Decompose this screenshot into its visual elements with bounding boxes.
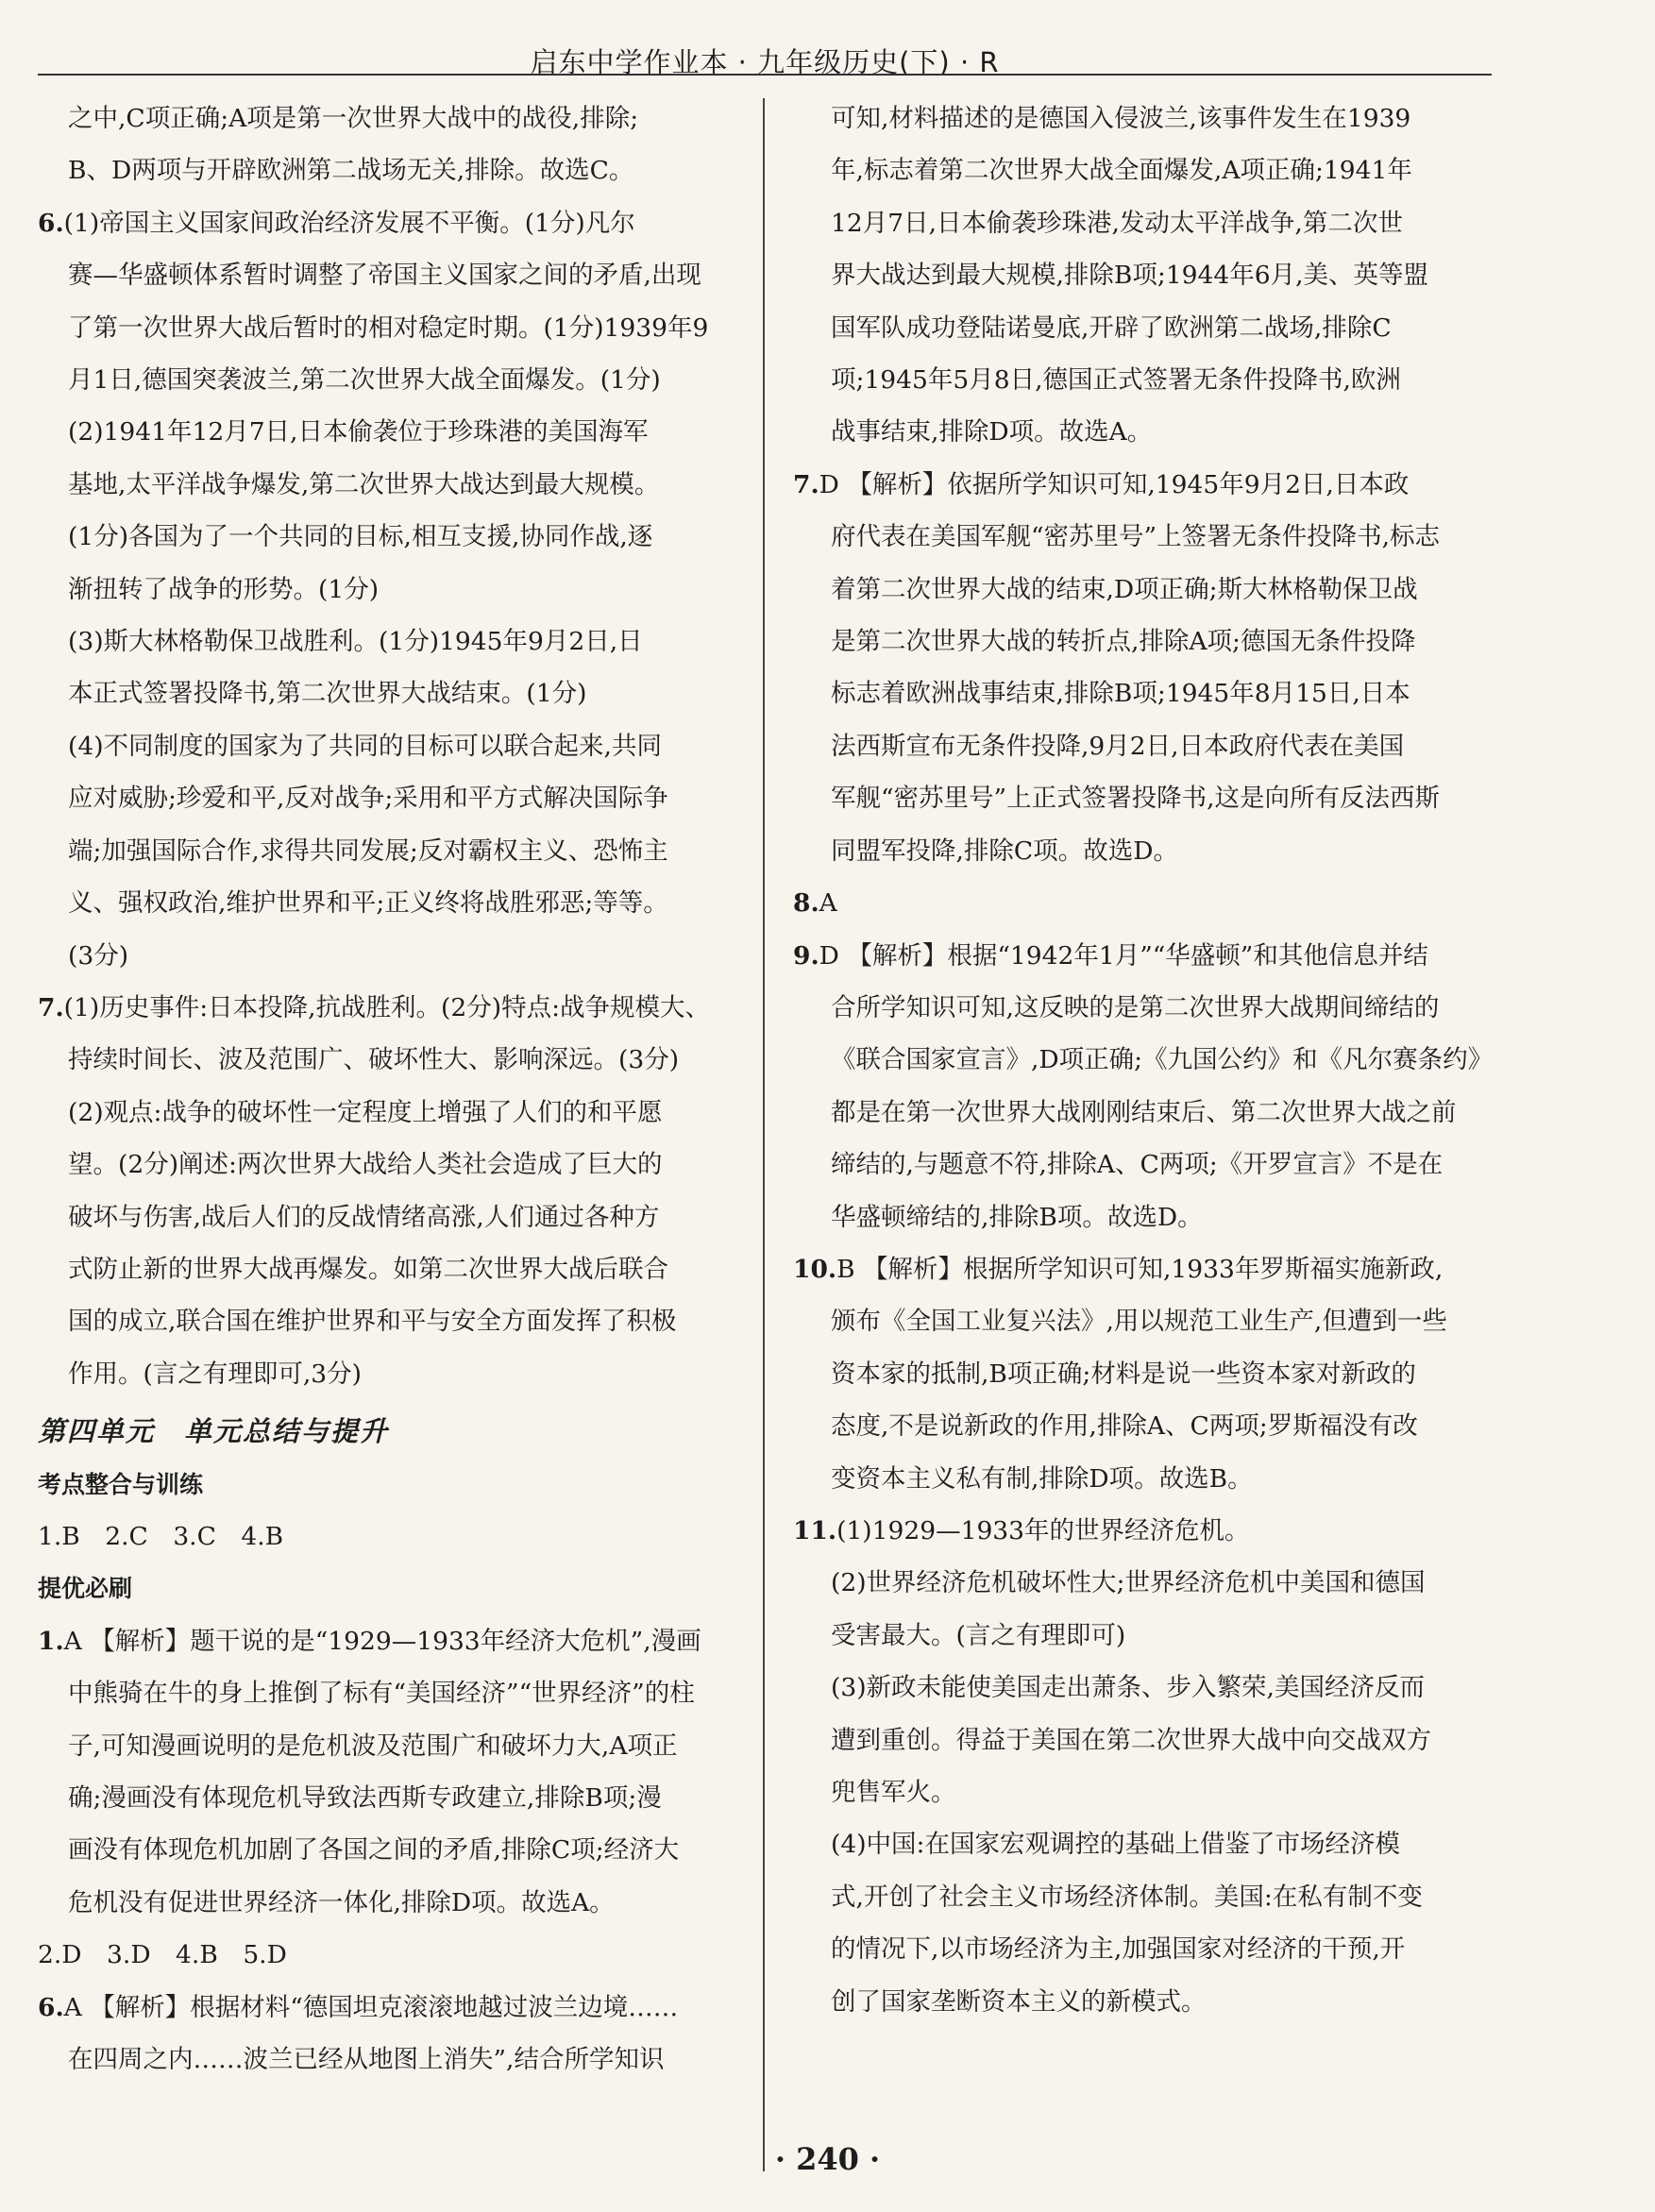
text-line — [793, 1714, 1494, 1766]
text-line — [38, 1191, 738, 1243]
line-text: (4)中国:在国家宏观调控的基础上借鉴了市场经济模 — [831, 1830, 1400, 1860]
text-line — [793, 1348, 1494, 1400]
question-number: 1. — [38, 1626, 64, 1656]
text-line — [793, 877, 1494, 929]
column-divider — [763, 98, 765, 2171]
line-text: 年,标志着第二次世界大战全面爆发,A项正确;1941年 — [831, 156, 1412, 186]
question-number: 11. — [793, 1515, 837, 1545]
line-text: 可知,材料描述的是德国入侵波兰,该事件发生在1939 — [831, 104, 1411, 133]
text-line — [793, 825, 1494, 877]
question-number: 9. — [793, 940, 819, 971]
subsection-heading — [38, 1562, 738, 1614]
line-text: 创了国家垄断资本主义的新模式。 — [831, 1986, 1207, 2017]
text-line — [793, 197, 1494, 249]
line-text: A — [819, 888, 837, 919]
line-text: A 【解析】题干说的是“1929—1933年经济大危机”,漫画 — [63, 1626, 701, 1656]
text-line — [793, 1295, 1494, 1347]
line-text: 国军队成功登陆诺曼底,开辟了欧洲第二战场,排除C — [831, 312, 1392, 343]
question-number: 6. — [38, 1992, 64, 2022]
line-text: 望。(2分)阐述:两次世界大战给人类社会造成了巨大的 — [68, 1150, 663, 1180]
line-text: 华盛顿缔结的,排除B项。故选D。 — [831, 1202, 1203, 1232]
line-text: 变资本主义私有制,排除D项。故选B。 — [831, 1463, 1253, 1494]
line-text: 渐扭转了战争的形势。(1分) — [68, 574, 380, 604]
text-line — [38, 1720, 738, 1772]
text-line — [793, 1191, 1494, 1243]
line-text: 12月7日,日本偷袭珍珠港,发动太平洋战争,第二次世 — [831, 208, 1403, 238]
text-line — [793, 1662, 1494, 1714]
line-text: 1.B 2.C 3.C 4.B — [38, 1521, 284, 1551]
line-text: 军舰“密苏里号”上正式签署投降书,这是向所有反法西斯 — [831, 784, 1441, 814]
text-line — [793, 511, 1494, 563]
line-text: (3)斯大林格勒保卫战胜利。(1分)1945年9月2日,日 — [68, 627, 643, 657]
text-line — [793, 982, 1494, 1034]
line-text: 画没有体现危机加剧了各国之间的矛盾,排除C项;经济大 — [68, 1835, 680, 1866]
text-line — [38, 144, 738, 196]
question-number: 7. — [38, 992, 64, 1022]
line-text: (1)帝国主义国家间政治经济发展不平衡。(1分)凡尔 — [63, 208, 635, 238]
page-number: · 240 · — [774, 2141, 881, 2177]
text-line — [793, 459, 1494, 511]
line-text: 2.D 3.D 4.B 5.D — [38, 1940, 287, 1970]
line-text: 之中,C项正确;A项是第一次世界大战中的战役,排除; — [68, 104, 639, 133]
line-text: 受害最大。(言之有理即可) — [831, 1620, 1126, 1650]
subsection-heading — [38, 1459, 738, 1511]
line-text: 月1日,德国突袭波兰,第二次世界大战全面爆发。(1分) — [68, 365, 661, 396]
question-number: 6. — [38, 208, 64, 238]
text-line — [38, 1877, 738, 1929]
text-line — [38, 1511, 738, 1562]
line-text: 持续时间长、波及范围广、破坏性大、影响深远。(3分) — [68, 1045, 680, 1075]
text-line — [38, 511, 738, 563]
line-text: 中熊骑在牛的身上推倒了标有“美国经济”“世界经济”的柱 — [68, 1679, 695, 1709]
text-line — [793, 772, 1494, 824]
text-line — [38, 982, 738, 1034]
line-text: 提优必刷 — [38, 1575, 133, 1603]
text-line — [38, 772, 738, 824]
text-line — [793, 1087, 1494, 1139]
text-line — [793, 1610, 1494, 1662]
line-text: 的情况下,以市场经济为主,加强国家对经济的干预,开 — [831, 1934, 1406, 1965]
line-text: 颁布《全国工业复兴法》,用以规范工业生产,但遭到一些 — [831, 1307, 1447, 1337]
line-text: 标志着欧洲战事结束,排除B项;1945年8月15日,日本 — [831, 679, 1410, 709]
text-line — [793, 302, 1494, 354]
question-number: 8. — [793, 888, 819, 919]
text-line — [793, 1923, 1494, 1975]
text-line — [38, 1295, 738, 1347]
running-header: 启东中学作业本 · 九年级历史(下) · R — [530, 46, 1000, 78]
right-column — [793, 93, 1494, 2028]
text-line — [38, 459, 738, 511]
section-title — [38, 1400, 738, 1458]
text-line — [793, 249, 1494, 301]
line-text: 考点整合与训练 — [38, 1470, 204, 1498]
line-text: B 【解析】根据所学知识可知,1933年罗斯福实施新政, — [836, 1254, 1444, 1284]
text-line — [793, 1400, 1494, 1452]
text-line — [793, 1818, 1494, 1870]
text-line — [38, 825, 738, 877]
text-line — [793, 616, 1494, 667]
line-text: 国的成立,联合国在维护世界和平与安全方面发挥了积极 — [68, 1307, 677, 1337]
text-line — [38, 930, 738, 982]
text-line — [38, 1615, 738, 1667]
text-line — [38, 1772, 738, 1824]
text-line — [38, 249, 738, 301]
header-rule — [38, 74, 1492, 76]
line-text: (1)1929—1933年的世界经济危机。 — [836, 1515, 1250, 1545]
text-line — [38, 720, 738, 772]
text-line — [793, 720, 1494, 772]
line-text: 法西斯宣布无条件投降,9月2日,日本政府代表在美国 — [831, 731, 1405, 761]
line-text: 子,可知漫画说明的是危机波及范围广和破坏力大,A项正 — [68, 1731, 678, 1761]
line-text: (3分) — [68, 940, 129, 971]
line-text: 缔结的,与题意不符,排除A、C两项;《开罗宣言》不是在 — [831, 1150, 1444, 1180]
text-line — [793, 1139, 1494, 1190]
line-text: 了第一次世界大战后暂时的相对稳定时期。(1分)1939年9 — [68, 312, 709, 343]
text-line — [38, 1243, 738, 1295]
line-text: 确;漫画没有体现危机导致法西斯专政建立,排除B项;漫 — [68, 1783, 662, 1813]
line-text: 项;1945年5月8日,德国正式签署无条件投降书,欧洲 — [831, 365, 1401, 396]
text-line — [793, 1976, 1494, 2028]
text-line — [793, 1453, 1494, 1505]
line-text: 第四单元 单元总结与提升 — [38, 1415, 390, 1448]
text-line — [793, 406, 1494, 458]
line-text: 赛—华盛顿体系暂时调整了帝国主义国家之间的矛盾,出现 — [68, 261, 701, 291]
line-text: (2)1941年12月7日,日本偷袭位于珍珠港的美国海军 — [68, 417, 649, 447]
text-line — [793, 667, 1494, 719]
line-text: 式防止新的世界大战再爆发。如第二次世界大战后联合 — [68, 1254, 668, 1284]
line-text: 着第二次世界大战的结束,D项正确;斯大林格勒保卫战 — [831, 574, 1418, 604]
line-text: (4)不同制度的国家为了共同的目标可以联合起来,共同 — [68, 731, 662, 761]
text-line — [793, 1766, 1494, 1818]
text-line — [38, 564, 738, 616]
line-text: 合所学知识可知,这反映的是第二次世界大战期间缔结的 — [831, 992, 1440, 1022]
line-text: 遭到重创。得益于美国在第二次世界大战中向交战双方 — [831, 1725, 1431, 1755]
line-text: 同盟军投降,排除C项。故选D。 — [831, 836, 1178, 866]
line-text: 府代表在美国军舰“密苏里号”上签署无条件投降书,标志 — [831, 522, 1441, 552]
text-line — [793, 1505, 1494, 1557]
text-line — [38, 667, 738, 719]
text-line — [793, 144, 1494, 196]
line-text: (2)观点:战争的破坏性一定程度上增强了人们的和平愿 — [68, 1097, 663, 1127]
text-line — [38, 1929, 738, 1981]
line-text: 态度,不是说新政的作用,排除A、C两项;罗斯福没有改 — [831, 1411, 1418, 1442]
line-text: A 【解析】根据材料“德国坦克滚滚地越过波兰边境…… — [63, 1992, 679, 2022]
line-text: D 【解析】依据所学知识可知,1945年9月2日,日本政 — [819, 469, 1410, 499]
line-text: 战事结束,排除D项。故选A。 — [831, 417, 1153, 447]
text-line — [38, 2034, 738, 2085]
line-text: (1)历史事件:日本投降,抗战胜利。(2分)特点:战争规模大、 — [63, 992, 711, 1022]
line-text: 危机没有促进世界经济一体化,排除D项。故选A。 — [68, 1887, 615, 1917]
line-text: 式,开创了社会主义市场经济体制。美国:在私有制不变 — [831, 1882, 1423, 1912]
text-line — [38, 1982, 738, 2034]
text-line — [38, 877, 738, 929]
line-text: 在四周之内……波兰已经从地图上消失”,结合所学知识 — [68, 2045, 665, 2075]
text-line — [38, 93, 738, 144]
text-line — [38, 1087, 738, 1139]
text-line — [793, 354, 1494, 406]
line-text: 义、强权政治,维护世界和平;正义终将战胜邪恶;等等。 — [68, 888, 668, 919]
line-text: (1分)各国为了一个共同的目标,相互支援,协同作战,逐 — [68, 522, 653, 552]
line-text: 资本家的抵制,B项正确;材料是说一些资本家对新政的 — [831, 1359, 1416, 1389]
line-text: (3)新政未能使美国走出萧条、步入繁荣,美国经济反而 — [831, 1673, 1425, 1703]
line-text: 端;加强国际合作,求得共同发展;反对霸权主义、恐怖主 — [68, 836, 668, 866]
text-line — [793, 564, 1494, 616]
line-text: (2)世界经济危机破坏性大;世界经济危机中美国和德国 — [831, 1568, 1426, 1598]
question-number: 7. — [793, 469, 819, 499]
text-line — [38, 1667, 738, 1719]
line-text: 本正式签署投降书,第二次世界大战结束。(1分) — [68, 679, 587, 709]
text-line — [38, 354, 738, 406]
text-line — [38, 1139, 738, 1190]
line-text: 兜售军火。 — [831, 1778, 956, 1807]
line-text: 都是在第一次世界大战刚刚结束后、第二次世界大战之前 — [831, 1097, 1457, 1127]
text-line — [793, 1034, 1494, 1086]
line-text: 基地,太平洋战争爆发,第二次世界大战达到最大规模。 — [68, 469, 660, 499]
line-text: D 【解析】根据“1942年1月”“华盛顿”和其他信息并结 — [819, 940, 1428, 971]
text-line — [793, 1871, 1494, 1923]
line-text: 是第二次世界大战的转折点,排除A项;德国无条件投降 — [831, 627, 1416, 657]
text-line — [793, 930, 1494, 982]
text-line — [38, 197, 738, 249]
left-column — [38, 93, 738, 2085]
text-line — [38, 406, 738, 458]
question-number: 10. — [793, 1254, 837, 1284]
line-text: 界大战达到最大规模,排除B项;1944年6月,美、英等盟 — [831, 261, 1429, 291]
line-text: 破坏与伤害,战后人们的反战情绪高涨,人们通过各种方 — [68, 1202, 660, 1232]
line-text: 《联合国家宣言》,D项正确;《九国公约》和《凡尔赛条约》 — [831, 1045, 1494, 1075]
text-line — [38, 302, 738, 354]
line-text: 作用。(言之有理即可,3分) — [68, 1359, 362, 1389]
text-line — [38, 1348, 738, 1400]
line-text: 应对威胁;珍爱和平,反对战争;采用和平方式解决国际争 — [68, 784, 668, 814]
text-line — [793, 93, 1494, 144]
text-line — [793, 1557, 1494, 1609]
text-line — [38, 616, 738, 667]
text-line — [793, 1243, 1494, 1295]
text-line — [38, 1034, 738, 1086]
text-line — [38, 1824, 738, 1876]
line-text: B、D两项与开辟欧洲第二战场无关,排除。故选C。 — [68, 156, 634, 186]
